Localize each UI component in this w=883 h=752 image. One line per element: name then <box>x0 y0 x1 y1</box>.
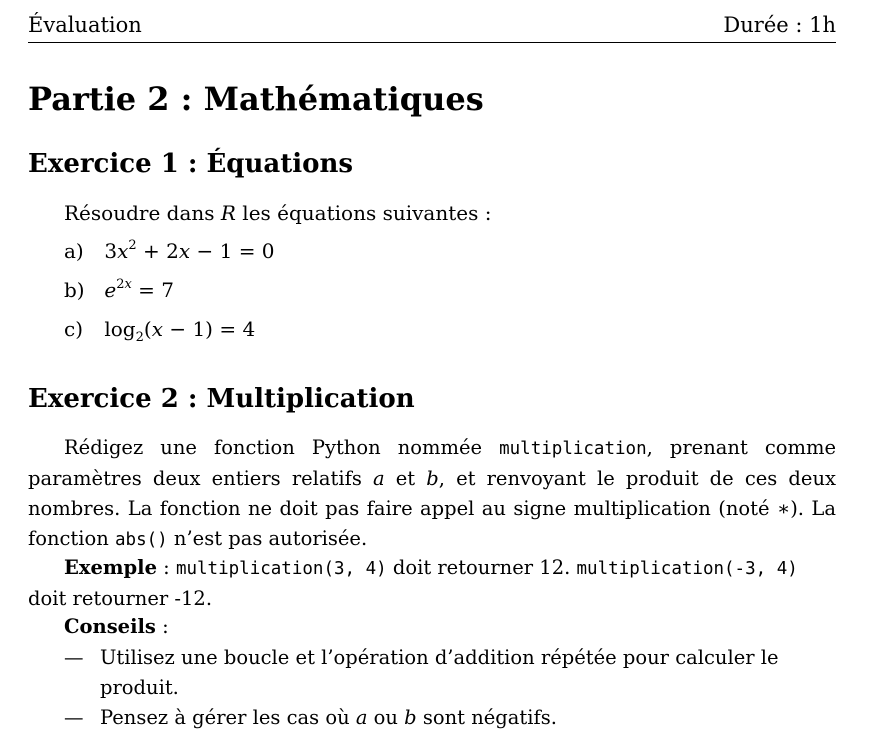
equation-c: $\log_2(x - 1) = 4$ <box>104 317 256 345</box>
equation-item <box>64 275 275 314</box>
header-right: Durée : 1h <box>723 13 836 37</box>
exercise2-statement <box>28 433 836 555</box>
intro-text: Résoudre dans <box>64 201 221 225</box>
tip-dash: — <box>64 706 84 729</box>
tip-dash: — <box>64 646 84 669</box>
exercise2-example <box>28 553 836 614</box>
example-call-2: multiplication(-3, 4) <box>576 559 798 579</box>
variable-a: a <box>372 467 385 490</box>
conseils-separator: : <box>155 615 169 638</box>
variable-b: b <box>404 706 417 729</box>
variable-a: a <box>355 706 368 729</box>
abs-code: abs() <box>115 530 168 550</box>
tip-text: sont négatifs. <box>416 706 557 729</box>
conseils-label: Conseils <box>64 615 156 638</box>
statement-text: Rédigez une fonction Python nommée <box>64 436 500 459</box>
exercise1-title: Exercice 1 : Équations <box>28 149 353 179</box>
example-text-2: doit retourner -12. <box>28 587 213 610</box>
header-left: Évaluation <box>28 13 142 37</box>
equation-item <box>64 314 275 353</box>
example-separator: : <box>156 556 176 579</box>
equation-label: b) <box>64 278 85 302</box>
function-name-code: multiplication <box>499 439 647 459</box>
page-header <box>28 10 836 43</box>
statement-text: et <box>384 467 427 490</box>
statement-text: , et renvoyant le produit de ces deux nombres. La fonction ne doit pas faire appel au signe multiplication (noté ∗). La fonction <box>28 467 837 550</box>
statement-text: , prenant comme paramètres deux entiers relatifs <box>28 436 837 490</box>
equation-item <box>64 236 275 275</box>
example-call-1: multiplication(3, 4) <box>175 559 387 579</box>
part-title: Partie 2 : Mathématiques <box>28 80 484 118</box>
variable-b: b <box>426 467 439 490</box>
example-text-1: doit retourner 12. <box>386 556 577 579</box>
exercise2-title: Exercice 2 : Multiplication <box>28 384 415 414</box>
conseils-heading <box>64 612 169 642</box>
tip-item <box>64 643 836 703</box>
intro-text-end: les équations suivantes : <box>235 201 492 225</box>
equation-label: a) <box>64 239 84 263</box>
tip-item <box>64 703 836 733</box>
tips-list <box>64 643 836 733</box>
equation-b: $e^{2x} = 7$ <box>104 277 175 302</box>
intro-set-symbol: R <box>220 201 236 225</box>
statement-text: n’est pas autorisée. <box>167 527 368 550</box>
tip-text: ou <box>367 706 405 729</box>
equation-label: c) <box>64 317 84 341</box>
exercise1-intro <box>64 198 491 228</box>
equation-a: $3x^2 + 2x - 1 = 0$ <box>104 238 275 263</box>
equation-list <box>64 236 275 353</box>
tip-text: Pensez à gérer les cas où <box>100 706 356 729</box>
example-label: Exemple <box>64 556 157 579</box>
tip-text: Utilisez une boucle et l’opération d’addition répétée pour calculer le produit. <box>100 646 779 699</box>
